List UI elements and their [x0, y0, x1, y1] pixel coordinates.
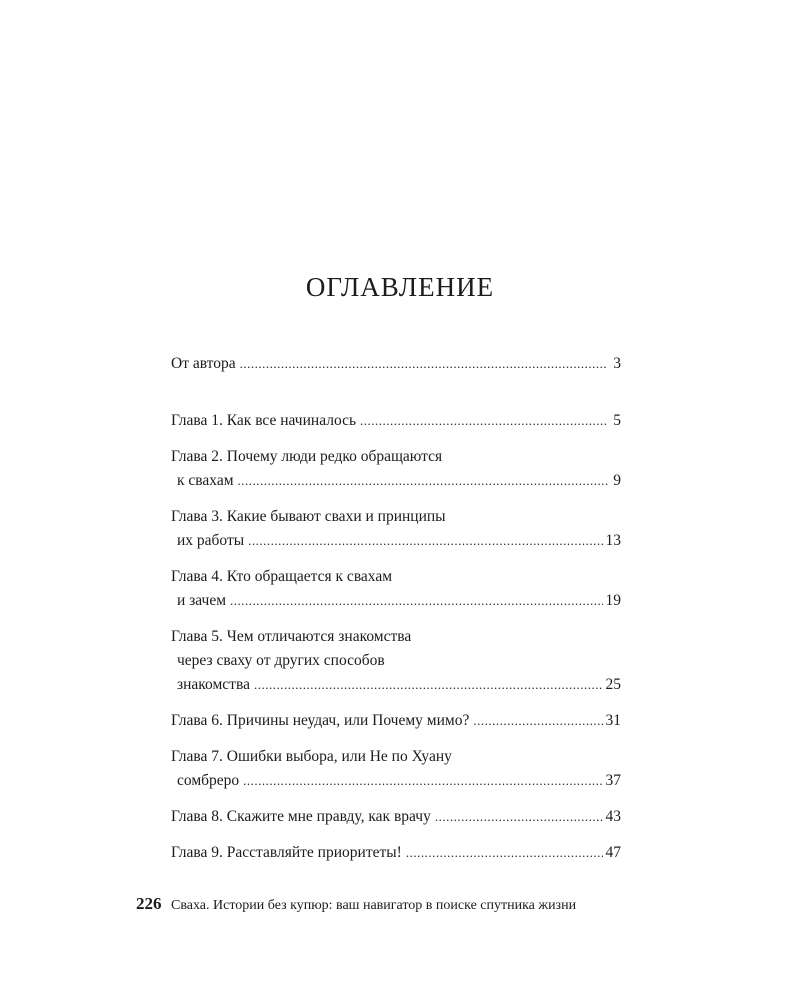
toc-page-number: 43	[605, 808, 621, 825]
toc-dot-leader	[360, 409, 608, 433]
toc-dot-leader	[435, 805, 603, 829]
toc-page-number: 19	[605, 592, 621, 609]
toc-entry-chapter-2	[171, 445, 621, 493]
toc-entry-title: Глава 1. Как все начиналось	[171, 412, 357, 429]
toc-page-number: 31	[605, 712, 621, 729]
toc-entry-title: Глава 7. Ошибки выбора, или Не по Хуану	[171, 748, 452, 765]
toc-entry-chapter-1	[171, 409, 621, 433]
toc-page-number: 13	[605, 532, 621, 549]
toc-page-number: 5	[613, 412, 621, 429]
footer-book-title: Сваха. Истории без купюр: ваш навигатор в поиске спутника жизни	[171, 898, 577, 913]
toc-dot-leader	[254, 673, 603, 697]
toc-entry-title: Глава 6. Причины неудач, или Почему мимо?	[171, 712, 470, 729]
toc-entry-title-continuation: к свахам	[177, 472, 234, 489]
toc-dot-leader	[406, 841, 603, 865]
toc-page-number: 3	[613, 355, 621, 372]
toc-entry-title: Глава 8. Скажите мне правду, как врачу	[171, 808, 431, 825]
toc-page-number: 47	[605, 844, 621, 861]
toc-dot-leader	[243, 769, 602, 793]
toc-entry-chapter-7	[171, 745, 621, 793]
toc-entry-title: Глава 2. Почему люди редко обращаются	[171, 448, 443, 465]
toc-entry-title: Глава 3. Какие бывают свахи и принципы	[171, 508, 446, 525]
toc-entry-chapter-8	[171, 805, 621, 829]
toc-entry-title-continuation: сомбреро	[177, 772, 240, 789]
page-footer	[136, 894, 576, 914]
toc-entry-title-continuation: знакомства	[177, 676, 250, 693]
toc-entry-title-continuation: через сваху от других способов	[177, 652, 385, 669]
toc-page-number: 25	[605, 676, 621, 693]
toc-entry-chapter-4	[171, 565, 621, 613]
toc-dot-leader	[248, 529, 602, 553]
toc-entry-title: От автора	[171, 355, 236, 372]
toc-dot-leader	[240, 352, 608, 376]
toc-dot-leader	[238, 469, 608, 493]
toc-entry-chapter-3	[171, 505, 621, 553]
toc-entry-title: Глава 4. Кто обращается к свахам	[171, 568, 393, 585]
toc-dot-leader	[230, 589, 602, 613]
toc-entry-author	[171, 352, 621, 376]
toc-page-number: 9	[613, 472, 621, 489]
table-of-contents	[171, 352, 621, 865]
toc-entry-chapter-6	[171, 709, 621, 733]
toc-page-number: 37	[605, 772, 621, 789]
toc-entry-chapter-5	[171, 625, 621, 697]
toc-entry-title-continuation: их работы	[177, 532, 245, 549]
toc-entry-chapter-9	[171, 841, 621, 865]
footer-page-number: 226	[136, 894, 162, 913]
toc-entry-title-continuation: и зачем	[177, 592, 227, 609]
page-title: ОГЛАВЛЕНИЕ	[305, 272, 495, 302]
toc-entry-title: Глава 5. Чем отличаются знакомства	[171, 628, 412, 645]
toc-dot-leader	[473, 709, 602, 733]
toc-entry-title: Глава 9. Расставляйте приоритеты!	[171, 844, 402, 861]
